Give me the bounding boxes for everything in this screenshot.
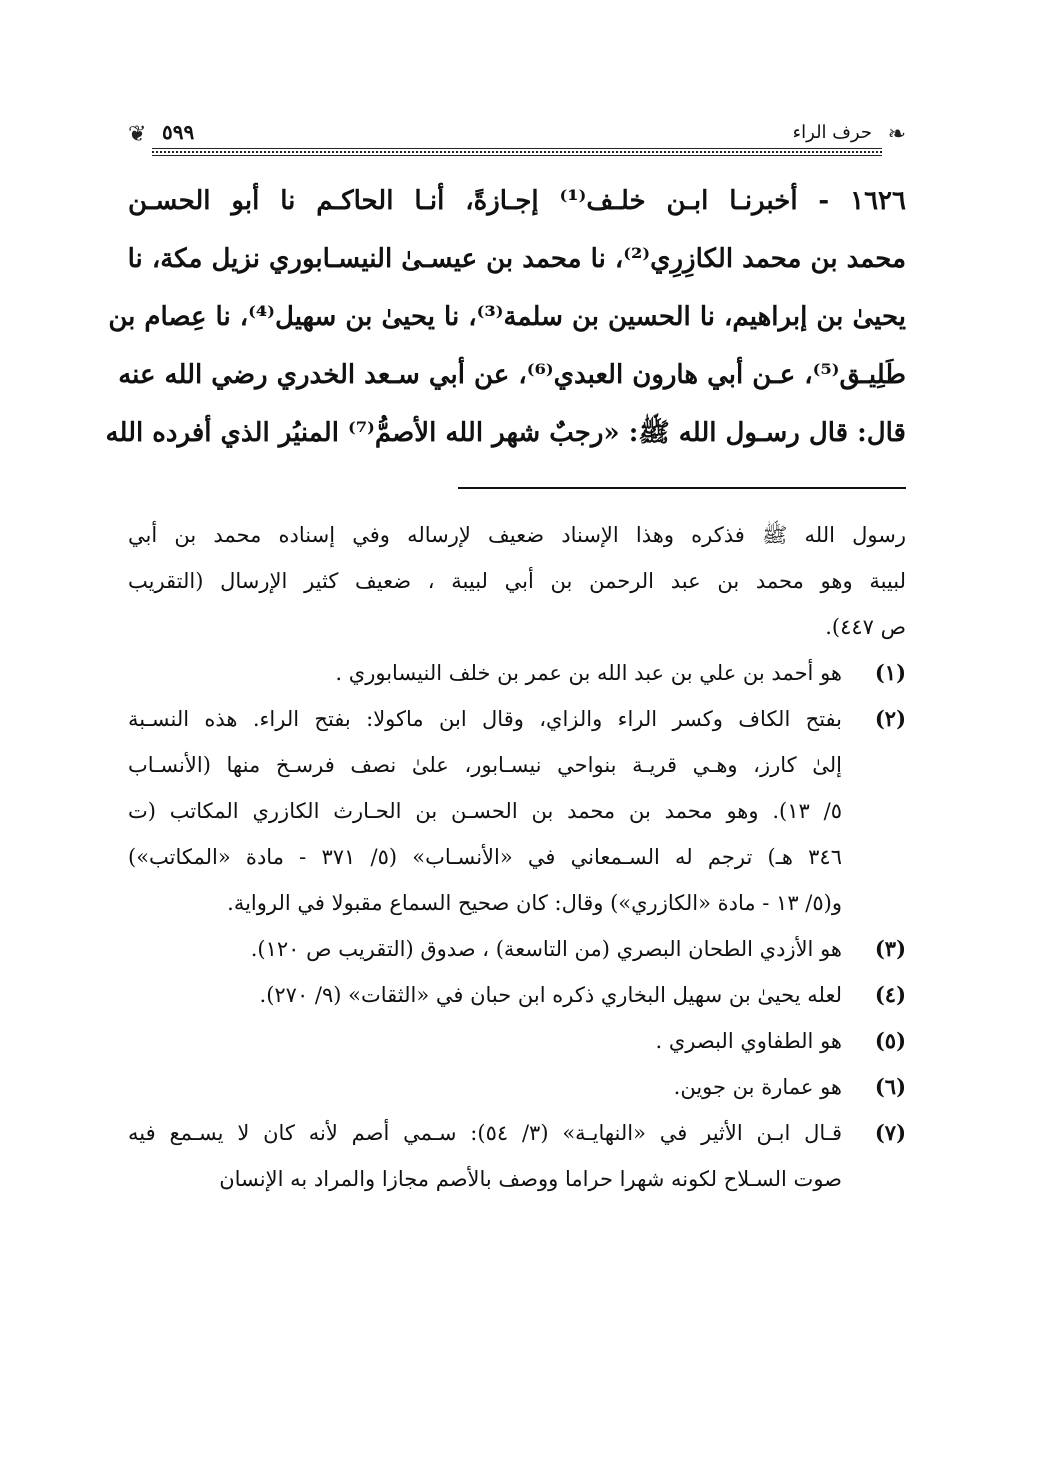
footnote-3 [128, 926, 906, 972]
footnote-line: بفتح الكاف وكسر الراء والزاي، وقال ابن ماكولا: بفتح الراء. هذه النسـبة [128, 707, 842, 731]
footnote-2 [128, 696, 906, 926]
main-text [105, 172, 906, 462]
main-text-line: قال: قال رسـول الله ﷺ: «رجبٌ شهر الله الأصمُّ⁽⁷⁾ المنيُر الذي أفرده الله [105, 418, 906, 448]
header-ornament-right-icon: ❧ [887, 122, 906, 147]
main-text-line: طَلِيـق⁽⁵⁾، عـن أبي هارون العبدي⁽⁶⁾، عن أبي سـعد الخدري رضي الله عنه [118, 360, 906, 390]
footnote-line: قـال ابـن الأثير في «النهايـة» (٣/ ٥٤): سـمي أصم لأنه كان لا يسـمع فيه [128, 1121, 842, 1145]
footnote-continuation-line: ص ٤٤٧). [825, 615, 906, 639]
footnote-1 [128, 650, 906, 696]
footnote-body [128, 972, 850, 1018]
footnote-5 [128, 1018, 906, 1064]
footnote-body [128, 1110, 850, 1202]
footnote-line: و(٥/ ١٣ - مادة «الكازري») وقال: كان صحيح السماع مقبولا في الرواية. [227, 891, 842, 915]
footnote-continuation-line: رسول الله ﷺ فذكره وهذا الإسناد ضعيف لإرساله وفي إسناده محمد بن أبي [128, 523, 906, 547]
footnote-line: هو أحمد بن علي بن عبد الله بن عمر بن خلف النيسابوري . [335, 661, 842, 685]
footnote-number: (٦) [874, 1074, 906, 1099]
header-rule [152, 148, 882, 156]
footnote-line: لعله يحيىٰ بن سهيل البخاري ذكره ابن حبان في «الثقات» (٩/ ٢٧٠). [259, 983, 842, 1007]
footnote-number: (٧) [874, 1120, 906, 1145]
footnote-body [128, 926, 850, 972]
footnote-line: ٣٤٦ هـ) ترجم له السـمعاني في «الأنسـاب» (٥/ ٣٧١ - مادة «المكاتب») [128, 845, 842, 869]
footnote-number: (١) [874, 660, 906, 685]
footnote-line: ٥/ ١٣). وهو محمد بن محمد بن الحسـن بن الحـارث الكازري المكاتب (ت [128, 799, 842, 823]
footnote-4 [128, 972, 906, 1018]
footnote-body [128, 1064, 850, 1110]
footnote-6 [128, 1064, 906, 1110]
footnote-line: هو الطفاوي البصري . [655, 1029, 842, 1053]
footnote-number: (٣) [874, 936, 906, 961]
footnote-body [128, 1018, 850, 1064]
footnote-continuation-line: لبيبة وهو محمد بن عبد الرحمن بن أبي لبيبة ، ضعيف كثير الإرسال (التقريب [128, 569, 906, 593]
main-text-line: يحيىٰ بن إبراهيم، نا الحسين بن سلمة⁽³⁾، نا يحيىٰ بن سهيل⁽⁴⁾، نا عِصام بن [108, 302, 906, 332]
footnote-line: صوت السـلاح لكونه شهرا حراما ووصف بالأصم مجازا والمراد به الإنسان [219, 1167, 842, 1191]
page-number: ٥٩٩ [162, 120, 195, 144]
chapter-title: حرف الراء [792, 122, 872, 143]
footnote-separator [458, 487, 906, 489]
footnote-line: هو الأزدي الطحان البصري (من التاسعة) ، صدوق (التقريب ص ١٢٠). [250, 937, 842, 961]
running-header [128, 118, 906, 154]
footnote-7 [128, 1110, 906, 1202]
main-text-line: محمد بن محمد الكازِرِي⁽²⁾، نا محمد بن عيسـىٰ النيسـابوري نزيل مكة، نا [127, 244, 906, 274]
footnote-body [128, 696, 850, 926]
footnotes [128, 512, 906, 1202]
footnote-number: (٤) [874, 982, 906, 1007]
footnote-line: إلىٰ كارز، وهـي قريـة بنواحي نيسـابور، علىٰ نصف فرسـخ منها (الأنسـاب [128, 753, 842, 777]
footnote-number: (٥) [874, 1028, 906, 1053]
footnote-body [128, 650, 850, 696]
header-ornament-left-icon: ❦ [128, 122, 147, 147]
footnote-line: هو عمارة بن جوين. [673, 1075, 842, 1099]
footnote-number: (٢) [874, 706, 906, 731]
main-text-line: ١٦٢٦ - أخبرنـا ابـن خلـف⁽¹⁾ إجـازةً، أنـا الحاكـم نا أبو الحسـن [128, 186, 906, 216]
